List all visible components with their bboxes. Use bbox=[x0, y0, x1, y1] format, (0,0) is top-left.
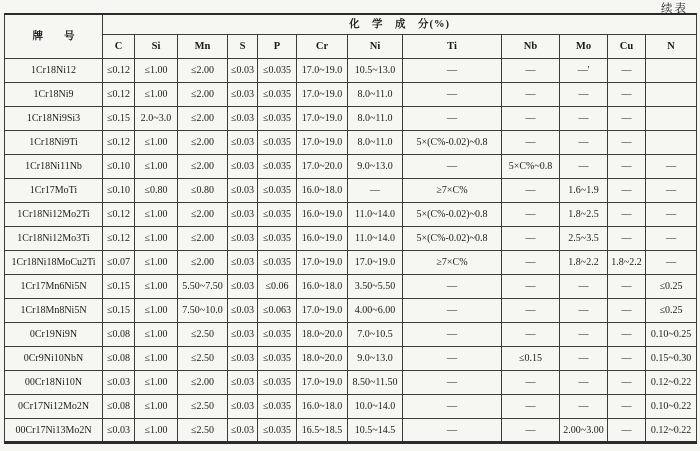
cell-S: ≤0.03 bbox=[228, 371, 258, 395]
cell-Si: 2.0~3.0 bbox=[135, 107, 178, 131]
cell-C: ≤0.12 bbox=[103, 227, 135, 251]
cell-Mo: — bbox=[560, 371, 608, 395]
cell-S: ≤0.03 bbox=[228, 107, 258, 131]
cell-C: ≤0.03 bbox=[103, 371, 135, 395]
cell-S: ≤0.03 bbox=[228, 251, 258, 275]
cell-Ni: — bbox=[348, 179, 403, 203]
column-header-Mn: Mn bbox=[178, 35, 228, 59]
cell-C: ≤0.08 bbox=[103, 323, 135, 347]
cell-Cu: 1.8~2.2 bbox=[608, 251, 646, 275]
cell-Nb: — bbox=[502, 203, 560, 227]
table-row bbox=[5, 395, 697, 419]
cell-Ti: — bbox=[403, 83, 502, 107]
cell-Ti: — bbox=[403, 347, 502, 371]
grade-cell: 0Cr17Ni12Mo2N bbox=[5, 395, 103, 419]
cell-Ni: 4.00~6.00 bbox=[348, 299, 403, 323]
cell-Si: ≤1.00 bbox=[135, 395, 178, 419]
cell-Nb: — bbox=[502, 419, 560, 443]
cell-Ni: 17.0~19.0 bbox=[348, 251, 403, 275]
grade-cell: 1Cr18Mn8Ni5N bbox=[5, 299, 103, 323]
cell-Ti: ≥7×C% bbox=[403, 179, 502, 203]
cell-Mo: — bbox=[560, 347, 608, 371]
cell-Cr: 16.0~19.0 bbox=[297, 227, 348, 251]
table-row bbox=[5, 299, 697, 323]
cell-Cu: — bbox=[608, 395, 646, 419]
cell-Cr: 17.0~19.0 bbox=[297, 371, 348, 395]
table-row bbox=[5, 251, 697, 275]
cell-S: ≤0.03 bbox=[228, 347, 258, 371]
cell-C: ≤0.12 bbox=[103, 131, 135, 155]
cell-Mn: ≤2.50 bbox=[178, 347, 228, 371]
cell-N: 0.12~0.22 bbox=[646, 371, 697, 395]
cell-Ti: 5×(C%-0.02)~0.8 bbox=[403, 131, 502, 155]
cell-P: ≤0.035 bbox=[258, 179, 297, 203]
grade-cell: 1Cr18Ni12Mo3Ti bbox=[5, 227, 103, 251]
cell-Cr: 17.0~19.0 bbox=[297, 299, 348, 323]
cell-N: — bbox=[646, 203, 697, 227]
cell-Cu: — bbox=[608, 83, 646, 107]
cell-Ti: — bbox=[403, 395, 502, 419]
table-row bbox=[5, 131, 697, 155]
cell-Ni: 3.50~5.50 bbox=[348, 275, 403, 299]
cell-C: ≤0.08 bbox=[103, 347, 135, 371]
cell-Ni: 9.0~13.0 bbox=[348, 155, 403, 179]
cell-Si: ≤1.00 bbox=[135, 227, 178, 251]
cell-Ti: — bbox=[403, 275, 502, 299]
table-body bbox=[5, 59, 697, 443]
grade-cell: 1Cr18Ni12 bbox=[5, 59, 103, 83]
cell-N: 0.15~0.30 bbox=[646, 347, 697, 371]
cell-Mn: ≤2.50 bbox=[178, 419, 228, 443]
cell-Mn: 7.50~10.0 bbox=[178, 299, 228, 323]
cell-Cu: — bbox=[608, 275, 646, 299]
composition-span-header: 化 学 成 分(%) bbox=[103, 14, 697, 35]
cell-Nb: — bbox=[502, 275, 560, 299]
cell-Si: ≤1.00 bbox=[135, 155, 178, 179]
cell-Mo: — bbox=[560, 107, 608, 131]
cell-Cu: — bbox=[608, 323, 646, 347]
column-header-C: C bbox=[103, 35, 135, 59]
cell-Si: ≤1.00 bbox=[135, 203, 178, 227]
cell-N: 0.12~0.22 bbox=[646, 419, 697, 443]
grade-cell: 1Cr18Ni18MoCu2Ti bbox=[5, 251, 103, 275]
cell-Ni: 8.0~11.0 bbox=[348, 83, 403, 107]
cell-Cr: 16.5~18.5 bbox=[297, 419, 348, 443]
cell-C: ≤0.15 bbox=[103, 107, 135, 131]
grade-cell: 1Cr18Ni12Mo2Ti bbox=[5, 203, 103, 227]
column-header-Ni: Ni bbox=[348, 35, 403, 59]
cell-Si: ≤1.00 bbox=[135, 131, 178, 155]
cell-Cr: 16.0~18.0 bbox=[297, 395, 348, 419]
cell-Mo: — bbox=[560, 83, 608, 107]
cell-S: ≤0.03 bbox=[228, 179, 258, 203]
cell-Ni: 10.0~14.0 bbox=[348, 395, 403, 419]
cell-C: ≤0.15 bbox=[103, 299, 135, 323]
cell-Cr: 17.0~19.0 bbox=[297, 59, 348, 83]
chemical-composition-table bbox=[4, 13, 697, 444]
table-row bbox=[5, 155, 697, 179]
cell-P: ≤0.035 bbox=[258, 251, 297, 275]
cell-N bbox=[646, 107, 697, 131]
cell-Mn: ≤2.00 bbox=[178, 155, 228, 179]
cell-S: ≤0.03 bbox=[228, 419, 258, 443]
cell-Cr: 17.0~19.0 bbox=[297, 83, 348, 107]
cell-Cu: — bbox=[608, 59, 646, 83]
cell-N: — bbox=[646, 251, 697, 275]
cell-Mn: ≤2.00 bbox=[178, 131, 228, 155]
cell-N: — bbox=[646, 155, 697, 179]
cell-Nb: — bbox=[502, 371, 560, 395]
cell-N bbox=[646, 83, 697, 107]
grade-cell: 1Cr18Ni9Si3 bbox=[5, 107, 103, 131]
cell-Nb: — bbox=[502, 107, 560, 131]
cell-Si: ≤0.80 bbox=[135, 179, 178, 203]
cell-Cr: 16.0~18.0 bbox=[297, 275, 348, 299]
table-row bbox=[5, 179, 697, 203]
cell-Nb: — bbox=[502, 59, 560, 83]
cell-Ni: 10.5~13.0 bbox=[348, 59, 403, 83]
table-row bbox=[5, 323, 697, 347]
cell-Ti: — bbox=[403, 59, 502, 83]
element-header-row bbox=[5, 35, 697, 59]
cell-P: ≤0.035 bbox=[258, 59, 297, 83]
cell-P: ≤0.06 bbox=[258, 275, 297, 299]
cell-Mo: — bbox=[560, 275, 608, 299]
cell-C: ≤0.08 bbox=[103, 395, 135, 419]
cell-N: 0.10~0.22 bbox=[646, 395, 697, 419]
cell-Ni: 8.0~11.0 bbox=[348, 107, 403, 131]
cell-Cr: 18.0~20.0 bbox=[297, 323, 348, 347]
composition-header-row bbox=[5, 14, 697, 35]
cell-Mn: ≤2.00 bbox=[178, 251, 228, 275]
cell-P: ≤0.035 bbox=[258, 203, 297, 227]
cell-S: ≤0.03 bbox=[228, 83, 258, 107]
cell-Nb: — bbox=[502, 131, 560, 155]
cell-Si: ≤1.00 bbox=[135, 371, 178, 395]
table-row bbox=[5, 371, 697, 395]
cell-Mo: 1.8~2.2 bbox=[560, 251, 608, 275]
cell-Si: ≤1.00 bbox=[135, 83, 178, 107]
cell-Mn: ≤2.00 bbox=[178, 107, 228, 131]
cell-Si: ≤1.00 bbox=[135, 323, 178, 347]
cell-Ni: 8.50~11.50 bbox=[348, 371, 403, 395]
cell-P: ≤0.035 bbox=[258, 83, 297, 107]
cell-P: ≤0.035 bbox=[258, 227, 297, 251]
cell-Mn: ≤2.00 bbox=[178, 227, 228, 251]
table-row bbox=[5, 347, 697, 371]
cell-N: ≤0.25 bbox=[646, 299, 697, 323]
cell-S: ≤0.03 bbox=[228, 395, 258, 419]
cell-N bbox=[646, 131, 697, 155]
cell-Mo: 2.5~3.5 bbox=[560, 227, 608, 251]
column-header-S: S bbox=[228, 35, 258, 59]
cell-Cr: 17.0~20.0 bbox=[297, 155, 348, 179]
cell-C: ≤0.12 bbox=[103, 203, 135, 227]
column-header-N: N bbox=[646, 35, 697, 59]
cell-Mo: 1.6~1.9 bbox=[560, 179, 608, 203]
cell-Ti: — bbox=[403, 419, 502, 443]
cell-Ni: 9.0~13.0 bbox=[348, 347, 403, 371]
cell-Ni: 8.0~11.0 bbox=[348, 131, 403, 155]
cell-C: ≤0.07 bbox=[103, 251, 135, 275]
table-row bbox=[5, 227, 697, 251]
cell-Ti: — bbox=[403, 371, 502, 395]
column-header-Cr: Cr bbox=[297, 35, 348, 59]
cell-Mn: ≤2.00 bbox=[178, 203, 228, 227]
cell-Mo: —' bbox=[560, 59, 608, 83]
cell-Mn: ≤0.80 bbox=[178, 179, 228, 203]
cell-Cu: — bbox=[608, 155, 646, 179]
cell-Si: ≤1.00 bbox=[135, 419, 178, 443]
cell-Mo: — bbox=[560, 395, 608, 419]
cell-P: ≤0.035 bbox=[258, 395, 297, 419]
cell-S: ≤0.03 bbox=[228, 131, 258, 155]
cell-Mn: ≤2.00 bbox=[178, 83, 228, 107]
table-row bbox=[5, 203, 697, 227]
cell-S: ≤0.03 bbox=[228, 59, 258, 83]
grade-cell: 0Cr19Ni9N bbox=[5, 323, 103, 347]
cell-Mn: ≤2.50 bbox=[178, 395, 228, 419]
cell-P: ≤0.035 bbox=[258, 155, 297, 179]
cell-C: ≤0.12 bbox=[103, 83, 135, 107]
cell-Cu: — bbox=[608, 107, 646, 131]
cell-Ti: ≥7×C% bbox=[403, 251, 502, 275]
cell-P: ≤0.035 bbox=[258, 371, 297, 395]
cell-Cr: 17.0~19.0 bbox=[297, 251, 348, 275]
cell-N bbox=[646, 59, 697, 83]
column-header-Si: Si bbox=[135, 35, 178, 59]
grade-cell: 00Cr17Ni13Mo2N bbox=[5, 419, 103, 443]
cell-Cu: — bbox=[608, 299, 646, 323]
column-header-Cu: Cu bbox=[608, 35, 646, 59]
cell-Nb: — bbox=[502, 395, 560, 419]
cell-Mo: — bbox=[560, 299, 608, 323]
grade-cell: 00Cr18Ni10N bbox=[5, 371, 103, 395]
cell-P: ≤0.063 bbox=[258, 299, 297, 323]
cell-Cr: 18.0~20.0 bbox=[297, 347, 348, 371]
cell-Cr: 17.0~19.0 bbox=[297, 107, 348, 131]
cell-Mo: — bbox=[560, 131, 608, 155]
grade-cell: 1Cr18Ni9Ti bbox=[5, 131, 103, 155]
cell-Cr: 16.0~19.0 bbox=[297, 203, 348, 227]
cell-P: ≤0.035 bbox=[258, 323, 297, 347]
cell-N: — bbox=[646, 227, 697, 251]
cell-Ti: — bbox=[403, 155, 502, 179]
cell-Nb: — bbox=[502, 299, 560, 323]
grade-cell: 1Cr18Ni9 bbox=[5, 83, 103, 107]
grade-column-header: 牌 号 bbox=[5, 14, 103, 59]
grade-cell: 1Cr18Ni11Nb bbox=[5, 155, 103, 179]
cell-Nb: 5×C%~0.8 bbox=[502, 155, 560, 179]
column-header-Ti: Ti bbox=[403, 35, 502, 59]
cell-S: ≤0.03 bbox=[228, 227, 258, 251]
table-row bbox=[5, 275, 697, 299]
cell-Mn: ≤2.00 bbox=[178, 59, 228, 83]
cell-P: ≤0.035 bbox=[258, 347, 297, 371]
cell-Mo: 1.8~2.5 bbox=[560, 203, 608, 227]
table-row bbox=[5, 83, 697, 107]
cell-Ti: — bbox=[403, 323, 502, 347]
cell-Cu: — bbox=[608, 179, 646, 203]
grade-cell: 1Cr17MoTi bbox=[5, 179, 103, 203]
cell-Ti: — bbox=[403, 107, 502, 131]
cell-Mo: — bbox=[560, 155, 608, 179]
cell-N: 0.10~0.25 bbox=[646, 323, 697, 347]
cell-S: ≤0.03 bbox=[228, 275, 258, 299]
cell-Cr: 17.0~19.0 bbox=[297, 131, 348, 155]
continued-table-label: 续表 bbox=[661, 3, 688, 15]
cell-Ni: 7.0~10.5 bbox=[348, 323, 403, 347]
cell-Mo: 2.00~3.00 bbox=[560, 419, 608, 443]
cell-Nb: — bbox=[502, 251, 560, 275]
grade-cell: 0Cr9Ni10NbN bbox=[5, 347, 103, 371]
cell-C: ≤0.10 bbox=[103, 179, 135, 203]
cell-Cu: — bbox=[608, 131, 646, 155]
cell-C: ≤0.15 bbox=[103, 275, 135, 299]
cell-C: ≤0.12 bbox=[103, 59, 135, 83]
cell-Si: ≤1.00 bbox=[135, 299, 178, 323]
cell-Nb: — bbox=[502, 323, 560, 347]
cell-S: ≤0.03 bbox=[228, 155, 258, 179]
cell-Ni: 11.0~14.0 bbox=[348, 203, 403, 227]
cell-Cu: — bbox=[608, 203, 646, 227]
cell-Ti: — bbox=[403, 299, 502, 323]
cell-Cu: — bbox=[608, 371, 646, 395]
table-row bbox=[5, 59, 697, 83]
cell-P: ≤0.035 bbox=[258, 107, 297, 131]
column-header-P: P bbox=[258, 35, 297, 59]
cell-Mn: 5.50~7.50 bbox=[178, 275, 228, 299]
cell-Ti: 5×(C%-0.02)~0.8 bbox=[403, 227, 502, 251]
cell-Nb: — bbox=[502, 227, 560, 251]
cell-Ti: 5×(C%-0.02)~0.8 bbox=[403, 203, 502, 227]
cell-Nb: ≤0.15 bbox=[502, 347, 560, 371]
table-row bbox=[5, 419, 697, 443]
cell-Cu: — bbox=[608, 227, 646, 251]
cell-Ni: 11.0~14.0 bbox=[348, 227, 403, 251]
cell-Cr: 16.0~18.0 bbox=[297, 179, 348, 203]
cell-Nb: — bbox=[502, 179, 560, 203]
cell-Mo: — bbox=[560, 323, 608, 347]
column-header-Nb: Nb bbox=[502, 35, 560, 59]
cell-S: ≤0.03 bbox=[228, 323, 258, 347]
cell-Si: ≤1.00 bbox=[135, 275, 178, 299]
cell-S: ≤0.03 bbox=[228, 299, 258, 323]
cell-Si: ≤1.00 bbox=[135, 59, 178, 83]
column-header-Mo: Mo bbox=[560, 35, 608, 59]
cell-N: ≤0.25 bbox=[646, 275, 697, 299]
table-row bbox=[5, 107, 697, 131]
cell-Ni: 10.5~14.5 bbox=[348, 419, 403, 443]
cell-P: ≤0.035 bbox=[258, 419, 297, 443]
cell-C: ≤0.10 bbox=[103, 155, 135, 179]
cell-S: ≤0.03 bbox=[228, 203, 258, 227]
cell-P: ≤0.035 bbox=[258, 131, 297, 155]
cell-Cu: — bbox=[608, 347, 646, 371]
cell-Nb: — bbox=[502, 83, 560, 107]
cell-Si: ≤1.00 bbox=[135, 347, 178, 371]
cell-Mn: ≤2.50 bbox=[178, 323, 228, 347]
cell-Mn: ≤2.00 bbox=[178, 371, 228, 395]
grade-cell: 1Cr17Mn6Ni5N bbox=[5, 275, 103, 299]
cell-Cu: — bbox=[608, 419, 646, 443]
cell-Si: ≤1.00 bbox=[135, 251, 178, 275]
cell-N: — bbox=[646, 179, 697, 203]
cell-C: ≤0.03 bbox=[103, 419, 135, 443]
